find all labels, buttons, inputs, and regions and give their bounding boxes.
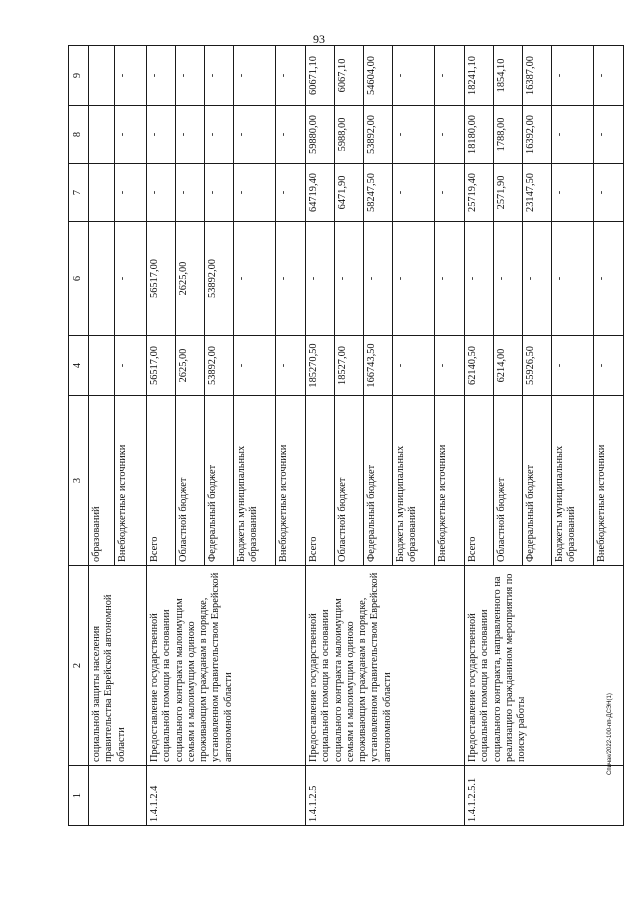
value-col9: - — [234, 45, 276, 105]
value-col7: - — [205, 163, 234, 221]
value-col4: 56517,00 — [147, 336, 176, 396]
page-number: 93 — [313, 32, 325, 46]
value-col4: 53892,00 — [205, 336, 234, 396]
funding-source: Областной бюджет — [335, 396, 364, 566]
value-col6: - — [335, 221, 364, 335]
row-code — [89, 766, 147, 826]
value-col7: - — [594, 163, 624, 221]
value-col9: - — [393, 45, 435, 105]
value-col6: - — [465, 221, 494, 335]
header-cell: 4 — [69, 336, 89, 396]
value-col7: 64719,40 — [306, 163, 335, 221]
funding-source: Всего — [306, 396, 335, 566]
value-col4: 166743,50 — [364, 336, 393, 396]
value-col9 — [89, 45, 115, 105]
value-col9: 54604,00 — [364, 45, 393, 105]
value-col9: 6067,10 — [335, 45, 364, 105]
value-col6: - — [523, 221, 552, 335]
value-col4: 18527,00 — [335, 336, 364, 396]
value-col8: 18180,00 — [465, 105, 494, 163]
value-col6: - — [276, 221, 306, 335]
value-col6: - — [306, 221, 335, 335]
value-col9: 18241,10 — [465, 45, 494, 105]
value-col7: - — [234, 163, 276, 221]
value-col8: 53892,00 — [364, 105, 393, 163]
value-col7: - — [276, 163, 306, 221]
value-col9: 1854,10 — [494, 45, 523, 105]
funding-source: Федеральный бюджет — [205, 396, 234, 566]
funding-source: Бюджеты муниципальных образований — [552, 396, 594, 566]
value-col4: 6214,00 — [494, 336, 523, 396]
value-col8: 59880,00 — [306, 105, 335, 163]
value-col8: - — [205, 105, 234, 163]
value-col6: 56517,00 — [147, 221, 176, 335]
value-col4: - — [552, 336, 594, 396]
table-stage — [68, 46, 607, 826]
value-col4: - — [234, 336, 276, 396]
funding-source: Бюджеты муниципальных образований — [234, 396, 276, 566]
row-code: 1.4.1.2.4 — [147, 766, 306, 826]
value-col6: - — [435, 221, 465, 335]
value-col6: 2625,00 — [176, 221, 205, 335]
measure-name: Предоставление государственной социальной помощи на основании социального контракта малоимущим семьям и малоимущим одиноко проживающим гражданам в порядке, установленном правительством Еврейской автономной области — [306, 566, 465, 766]
funding-source: Областной бюджет — [176, 396, 205, 566]
value-col4: 185270,50 — [306, 336, 335, 396]
value-col6: 53892,00 — [205, 221, 234, 335]
value-col4: 2625,00 — [176, 336, 205, 396]
header-cell: 2 — [69, 566, 89, 766]
table-row — [147, 45, 176, 825]
value-col8: - — [393, 105, 435, 163]
row-code: 1.4.1.2.5 — [306, 766, 465, 826]
value-col7: - — [552, 163, 594, 221]
header-cell: 8 — [69, 105, 89, 163]
value-col8: - — [176, 105, 205, 163]
value-col8: - — [435, 105, 465, 163]
value-col7: - — [393, 163, 435, 221]
value-col7: - — [147, 163, 176, 221]
value-col8 — [89, 105, 115, 163]
funding-source: Федеральный бюджет — [523, 396, 552, 566]
value-col8: - — [115, 105, 147, 163]
value-col6: - — [594, 221, 624, 335]
table-row — [306, 45, 335, 825]
value-col7: - — [176, 163, 205, 221]
funding-source: Внебюджетные источники — [115, 396, 147, 566]
row-code: 1.4.1.2.5.1 — [465, 766, 624, 826]
funding-source: Всего — [465, 396, 494, 566]
value-col9: - — [552, 45, 594, 105]
value-col4: 55926,50 — [523, 336, 552, 396]
value-col8: - — [276, 105, 306, 163]
funding-source: образований — [89, 396, 115, 566]
value-col8: - — [234, 105, 276, 163]
header-cell: 9 — [69, 45, 89, 105]
header-row — [69, 45, 89, 825]
value-col6: - — [494, 221, 523, 335]
value-col9: - — [276, 45, 306, 105]
value-col7: - — [435, 163, 465, 221]
funding-source: Внебюджетные источники — [276, 396, 306, 566]
value-col9: - — [205, 45, 234, 105]
table-row — [89, 45, 115, 825]
value-col9: - — [115, 45, 147, 105]
value-col8: 5988,00 — [335, 105, 364, 163]
value-col9: 60671,10 — [306, 45, 335, 105]
rotated-table-frame — [68, 46, 607, 826]
value-col9: - — [147, 45, 176, 105]
header-cell: 1 — [69, 766, 89, 826]
header-cell: 6 — [69, 221, 89, 335]
funding-source: Федеральный бюджет — [364, 396, 393, 566]
value-col9: - — [594, 45, 624, 105]
value-col6: - — [364, 221, 393, 335]
value-col8: 1788,00 — [494, 105, 523, 163]
budget-table-body — [69, 45, 624, 825]
funding-source: Всего — [147, 396, 176, 566]
value-col7: - — [115, 163, 147, 221]
value-col9: - — [435, 45, 465, 105]
value-col6: - — [234, 221, 276, 335]
measure-name: социальной защиты населения правительства Еврейской автономной области — [89, 566, 147, 766]
funding-source: Областной бюджет — [494, 396, 523, 566]
value-col8: - — [594, 105, 624, 163]
value-col4: - — [435, 336, 465, 396]
measure-name: Предоставление государственной социальной помощи на основании социального контракта, направленного на реализацию гражданином мероприятия по поиску работы — [465, 566, 624, 766]
value-col6: - — [552, 221, 594, 335]
value-col4: 62140,50 — [465, 336, 494, 396]
value-col7: 2571,90 — [494, 163, 523, 221]
budget-table — [68, 45, 624, 826]
value-col6: - — [115, 221, 147, 335]
value-col4: - — [115, 336, 147, 396]
value-col4: - — [393, 336, 435, 396]
header-cell: 3 — [69, 396, 89, 566]
funding-source: Внебюджетные источники — [435, 396, 465, 566]
value-col4: - — [594, 336, 624, 396]
value-col7: 58247,50 — [364, 163, 393, 221]
value-col8: - — [552, 105, 594, 163]
value-col6: - — [393, 221, 435, 335]
value-col6 — [89, 221, 115, 335]
value-col9: - — [176, 45, 205, 105]
value-col8: - — [147, 105, 176, 163]
table-row — [465, 45, 494, 825]
funding-source: Внебюджетные источники — [594, 396, 624, 566]
value-col7: 6471,90 — [335, 163, 364, 221]
measure-name: Предоставление государственной социальной помощи на основании социального контракта малоимущим семьям и малоимущим одиноко проживающим гражданам в порядке, установленном правительством Еврейской автономной области — [147, 566, 306, 766]
value-col4: - — [276, 336, 306, 396]
funding-source: Бюджеты муниципальных образований — [393, 396, 435, 566]
value-col7 — [89, 163, 115, 221]
value-col7: 25719,40 — [465, 163, 494, 221]
footer-code: Спичак/2022-100-пп-ДСЭН(1) — [607, 693, 613, 775]
header-cell: 7 — [69, 163, 89, 221]
value-col7: 23147,50 — [523, 163, 552, 221]
value-col8: 16392,00 — [523, 105, 552, 163]
value-col4 — [89, 336, 115, 396]
value-col9: 16387,00 — [523, 45, 552, 105]
